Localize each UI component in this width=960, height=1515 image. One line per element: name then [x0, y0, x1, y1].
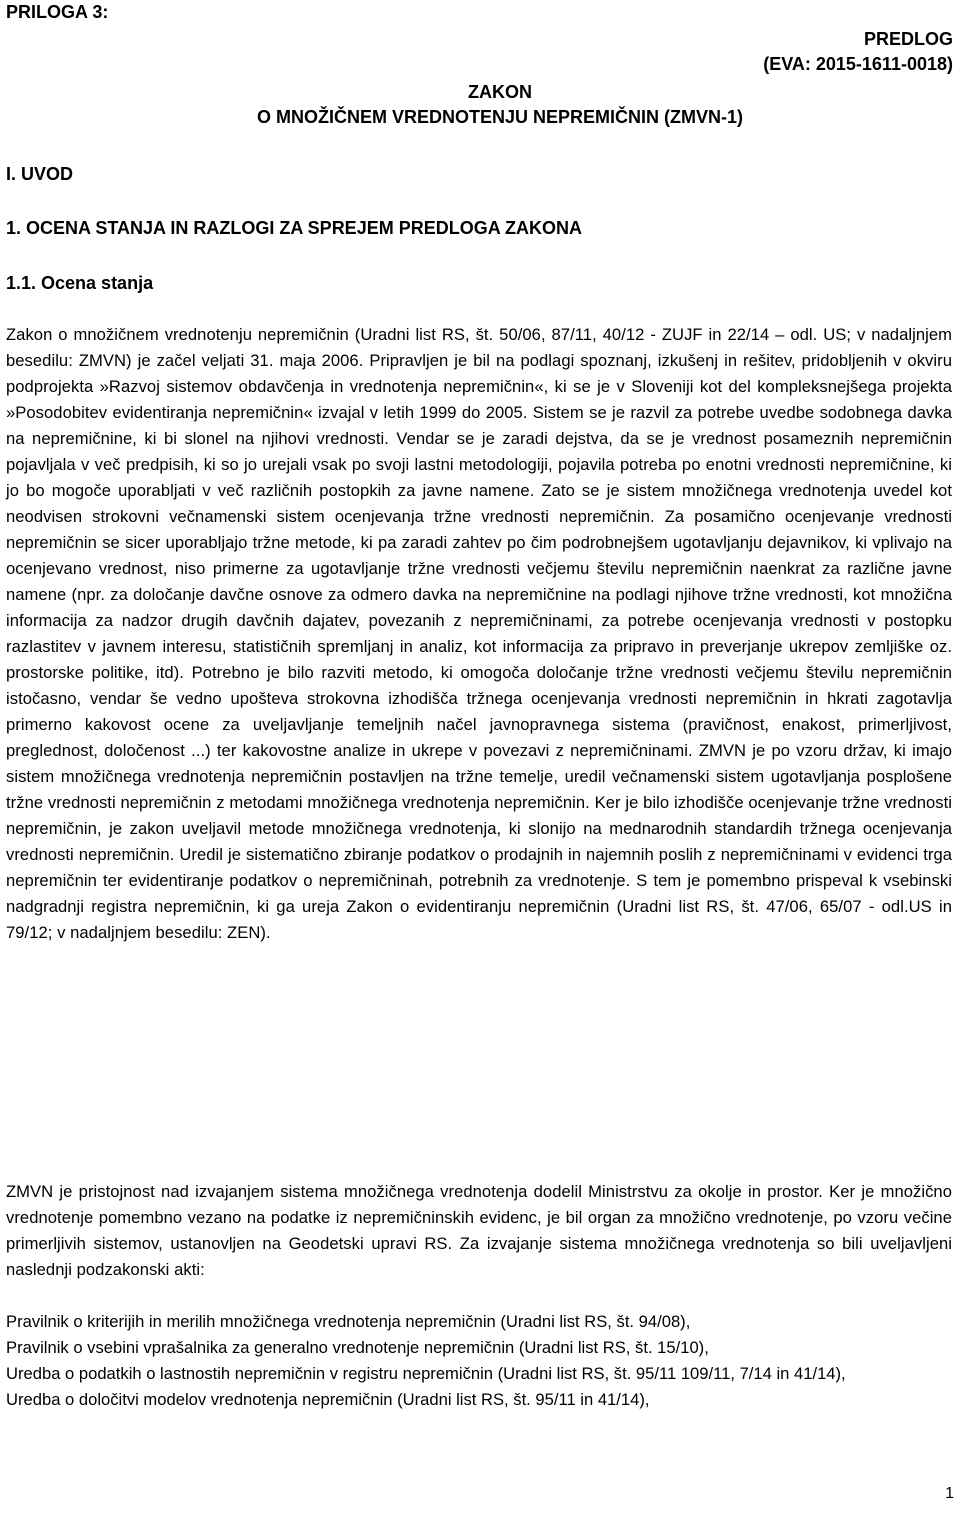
body-paragraph-1: Zakon o množičnem vrednotenju nepremičnin (Uradni list RS, št. 50/06, 87/11, 40/12 - ZUJF in 22/14 – odl. US; v nadaljnjem besedilu: ZMVN) je začel veljati 31. maja 2006. Pripravljen je bil na podlagi spoznanj, izkušenj in rešitev, pridobljenih v okviru podprojekta »Razvoj sistemov obdavčenja in vrednotenja nepremičnin«, ki se je v Sloveniji kot del kompleksnejšega projekta »Posodobitev evidentiranja nepremičnin« izvajal v letih 1999 do 2005. Sistem se je razvil za potrebe uvedbe sodobnega davka na nepremičnine, ki bi slonel na njihovi vrednosti. Vendar se je zaradi dejstva, da se je vrednost posameznih nepremičnin pojavljala v več predpisih, ki so jo urejali vsak po svoji lastni metodologiji, pojavila potreba po enotni vrednosti nepremičnine, ki jo bo mogoče uporabljati v več različnih postopkih za javne namene. Zato se je sistem množičnega vrednotenja uvedel kot neodvisen strokovni večnamenski sistem ocenjevanja tržne vrednosti nepremičnin. Za posamično ocenjevanje vrednosti nepremičnin se sicer uporabljajo tržne metode, ki pa zaradi zahtev po čim podrobnejšem ugotavljanju dejavnikov, ki vplivajo na ocenjevano vrednost, niso primerne za ugotavljanje tržne vrednosti večjemu številu nepremičnin naenkrat za različne javne namene (npr. za določanje davčne osnove za odmero davka na nepremičnine na podlagi njihove tržne vrednosti, kot množična informacija za nadzor drugih davčnih dajatev, povezanih z nepremičninami, za potrebe ocenjevanja vrednosti v postopku razlastitev v javnem interesu, statističnih spremljanj in analiz, kot informacija za pripravo in preverjanje ukrepov zemljiške oz. prostorske politike, itd). Potrebno je bilo razviti metodo, ki omogoča določanje tržne vrednosti večjemu številu nepremičnin istočasno, vendar še vedno upošteva strokovna izhodišča tržnega ocenjevanja vrednosti nepremičnin in hkrati zagotavlja primerno kakovost ocene za uveljavljanje temeljnih načel javnopravnega sistema (pravičnost, enakost, primerljivost, preglednost, določenost ...) ter kakovostne analize in ukrepe v povezavi z nepremičninami. ZMVN je po vzoru držav, ki imajo sistem množičnega vrednotenja nepremičnin postavljen na tržne temelje, uredil večnamenski sistem ugotavljanja posplošene tržne vrednosti nepremičnin z metodami množičnega vrednotenja nepremičnin. Ker je bilo izhodišče ocenjevanje tržne vrednosti nepremičnin, je zakon uveljavil metode množičnega vrednotenja, ki slonijo na mednarodnih standardih tržnega ocenjevanja vrednosti nepremičnin. Uredil je sistematično zbiranje podatkov o prodajnih in najemnih poslih z nepremičninami v evidenci trga nepremičnin ter evidentiranje podatkov o nepremičninah, potrebnih za vrednotenje. S tem je pomembno prispeval k vsebinski nadgradnji registra nepremičnin, ki ga ureja Zakon o evidentiranju nepremičnin (Uradni list RS, št. 47/06, 65/07 - odl.US in 79/12; v nadaljnjem besedilu: ZEN). [6, 325, 952, 942]
list-item: Pravilnik o vsebini vprašalnika za generalno vrednotenje nepremičnin (Uradni list RS, št. 15/10), [6, 1338, 709, 1357]
proposal-header [763, 27, 953, 77]
section-heading-1-1: 1.1. Ocena stanja [6, 273, 154, 293]
law-title: ZAKON [468, 82, 532, 102]
section-heading-intro: I. UVOD [6, 164, 74, 184]
list-item: Uredba o podatkih o lastnostih nepremičnin v registru nepremičnin (Uradni list RS, št. 95/11 109/11, 7/14 in 41/14), [6, 1364, 846, 1383]
section-heading-1: 1. OCENA STANJA IN RAZLOGI ZA SPREJEM PREDLOGA ZAKONA [6, 218, 583, 238]
page-number: 1 [945, 1485, 954, 1502]
annex-label: PRILOGA 3: [6, 2, 109, 22]
acts-list [6, 1309, 952, 1413]
body-paragraph-2: ZMVN je pristojnost nad izvajanjem sistema množičnega vrednotenja dodelil Ministrstvu za okolje in prostor. Ker je množično vrednotenje pomembno vezano na podatke iz nepremičninskih evidenc, je bil organ za množično vrednotenje, po vzoru večine primerljivih sistemov, ustanovljen na Geodetski upravi RS. Za izvajanje sistema množičnega vrednotenja so bili uveljavljeni naslednji podzakonski akti: [6, 1182, 952, 1279]
list-item: Pravilnik o kriterijih in merilih množičnega vrednotenja nepremičnin (Uradni list RS, št. 94/08), [6, 1312, 691, 1331]
proposal-label: PREDLOG [863, 29, 953, 49]
list-item: Uredba o določitvi modelov vrednotenja nepremičnin (Uradni list RS, št. 95/11 in 41/14), [6, 1390, 650, 1409]
law-subtitle: O MNOŽIČNEM VREDNOTENJU NEPREMIČNIN (ZMVN-1) [256, 107, 743, 127]
eva-number: (EVA: 2015-1611-0018) [763, 54, 953, 74]
